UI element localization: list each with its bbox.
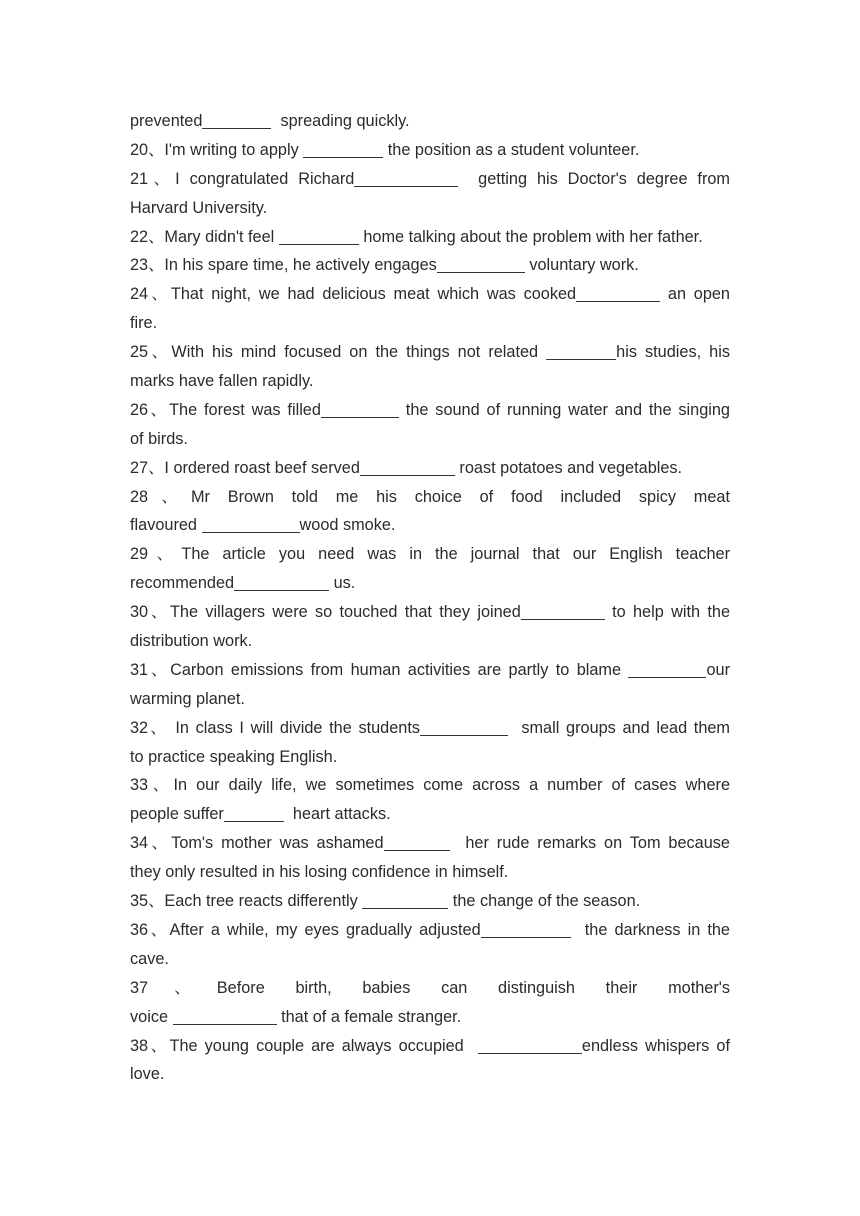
line-text: wood smoke.	[299, 516, 396, 535]
line-text: Harvard University.	[130, 198, 268, 217]
exercise-line	[130, 1060, 730, 1089]
exercise-line	[130, 223, 730, 252]
answer-blank	[234, 575, 329, 591]
line-text: endless whispers of	[581, 1036, 730, 1055]
line-text: her rude remarks on Tom because	[449, 834, 730, 853]
line-text: fire.	[130, 314, 158, 333]
answer-blank	[481, 922, 571, 938]
answer-blank	[202, 517, 300, 533]
exercise-line	[130, 338, 730, 367]
exercise-line	[130, 425, 730, 454]
line-text: 20、I'm writing to apply	[130, 140, 304, 159]
line-text: they only resulted in his losing confidence in himself.	[130, 863, 509, 882]
exercise-line	[130, 829, 730, 858]
answer-blank	[321, 402, 399, 418]
exercise-line	[130, 945, 730, 974]
line-text: cave.	[130, 949, 169, 968]
answer-blank	[360, 460, 455, 476]
line-text: people suffer	[130, 805, 224, 824]
exercise-line	[130, 598, 730, 627]
line-text: 24、That night, we had delicious meat which was cooked	[130, 285, 577, 304]
line-text: the sound of running water and the singing	[398, 400, 730, 419]
answer-blank	[224, 806, 284, 822]
line-text: small groups and lead them	[508, 718, 730, 737]
exercise-line	[130, 280, 730, 309]
exercise-line	[130, 569, 730, 598]
line-text: the position as a student volunteer.	[383, 140, 640, 159]
answer-blank	[303, 142, 383, 158]
exercise-line	[130, 540, 730, 569]
exercise-line	[130, 800, 730, 829]
line-text: the change of the season.	[448, 892, 641, 911]
answer-blank	[202, 113, 271, 129]
answer-blank	[521, 604, 605, 620]
line-text: 23、In his spare time, he actively engages	[130, 256, 437, 275]
exercise-line	[130, 1003, 730, 1032]
line-text: 31、Carbon emissions from human activities are partly to blame	[130, 660, 629, 679]
line-text: spreading quickly.	[271, 112, 410, 130]
exercise-line	[130, 714, 730, 743]
exercise-line	[130, 165, 730, 194]
line-text: that of a female stranger.	[276, 1007, 462, 1026]
line-text: 38、The young couple are always occupied	[130, 1036, 478, 1055]
exercise-line	[130, 511, 730, 540]
exercise-line	[130, 107, 730, 136]
line-text: distribution work.	[130, 632, 253, 651]
line-text: 21、I congratulated Richard	[130, 169, 355, 188]
line-text: 29、The article you need was in the journal that our English teacher	[130, 545, 730, 564]
line-text: 32、 In class I will divide the students	[130, 718, 420, 737]
answer-blank	[546, 344, 616, 360]
line-text: heart attacks.	[283, 805, 391, 824]
answer-blank	[279, 229, 359, 245]
line-text: of birds.	[130, 429, 188, 448]
answer-blank	[384, 835, 450, 851]
exercise-list	[130, 107, 730, 1089]
exercise-line	[130, 483, 730, 512]
answer-blank	[420, 720, 508, 736]
answer-blank	[354, 171, 458, 187]
line-text: 36、After a while, my eyes gradually adjusted	[130, 920, 481, 939]
line-text: 22、Mary didn't feel	[130, 227, 279, 246]
line-text: 33、In our daily life, we sometimes come across a number of cases where	[130, 776, 730, 795]
exercise-line	[130, 916, 730, 945]
line-text: 30、The villagers were so touched that they joined	[130, 603, 521, 622]
line-text: flavoured	[130, 516, 202, 535]
exercise-line	[130, 974, 730, 1003]
line-text: us.	[329, 574, 356, 593]
line-text: 35、Each tree reacts differently	[130, 892, 363, 911]
exercise-line	[130, 396, 730, 425]
exercise-line	[130, 1032, 730, 1061]
answer-blank	[437, 257, 525, 273]
line-text: prevented	[130, 112, 203, 130]
line-text: roast potatoes and vegetables.	[454, 458, 683, 477]
exercise-line	[130, 454, 730, 483]
line-text: to help with the	[604, 603, 730, 622]
line-text: 34、Tom's mother was ashamed	[130, 834, 384, 853]
exercise-line	[130, 771, 730, 800]
line-text: his studies, his	[616, 343, 730, 362]
exercise-line	[130, 627, 730, 656]
answer-blank	[173, 1009, 277, 1025]
line-text: 28、Mr Brown told me his choice of food included spicy meat	[130, 487, 730, 506]
exercise-line	[130, 743, 730, 772]
line-text: 25、With his mind focused on the things not related	[130, 343, 547, 362]
line-text: recommended	[130, 574, 235, 593]
line-text: marks have fallen rapidly.	[130, 372, 314, 391]
exercise-line	[130, 685, 730, 714]
line-text: an open	[660, 285, 730, 304]
exercise-line	[130, 656, 730, 685]
line-text: the darkness in the	[570, 920, 730, 939]
exercise-line	[130, 309, 730, 338]
exercise-line	[130, 194, 730, 223]
line-text: 37、Before birth, babies can distinguish their mother's	[130, 978, 730, 997]
line-text: voluntary work.	[524, 256, 639, 275]
exercise-line	[130, 251, 730, 280]
line-text: getting his Doctor's degree from	[458, 169, 730, 188]
line-text: to practice speaking English.	[130, 747, 338, 766]
line-text: voice	[130, 1007, 173, 1026]
line-text: warming planet.	[130, 689, 245, 708]
exercise-line	[130, 858, 730, 887]
line-text: our	[706, 660, 730, 679]
answer-blank	[478, 1038, 582, 1054]
exercise-line	[130, 887, 730, 916]
exercise-line	[130, 136, 730, 165]
line-text: 26、The forest was filled	[130, 400, 321, 419]
answer-blank	[576, 286, 660, 302]
answer-blank	[628, 662, 706, 678]
line-text: love.	[130, 1065, 165, 1084]
line-text: 27、I ordered roast beef served	[130, 458, 360, 477]
exercise-line	[130, 367, 730, 396]
answer-blank	[362, 893, 448, 909]
line-text: home talking about the problem with her father.	[358, 227, 703, 246]
